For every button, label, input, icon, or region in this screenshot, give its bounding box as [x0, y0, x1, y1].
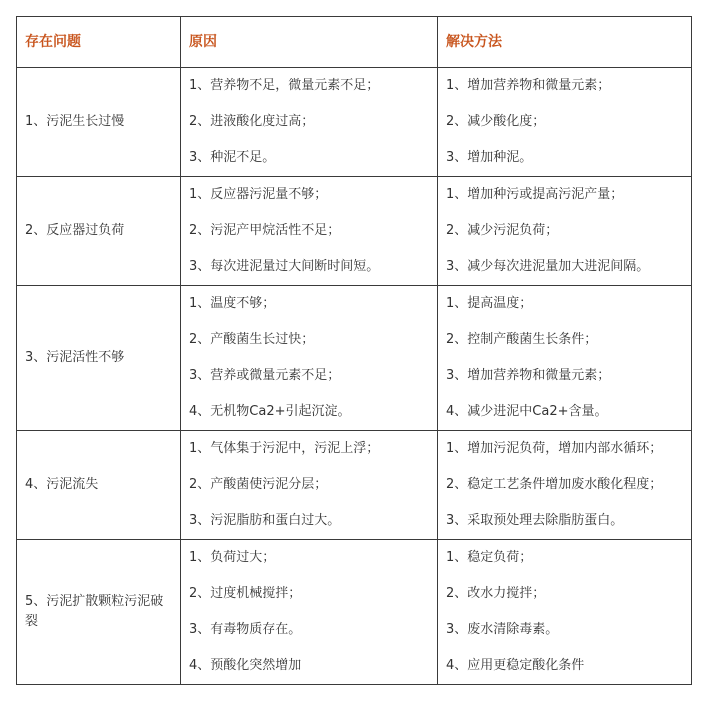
issue-cell: 4、污泥流失 [17, 431, 181, 540]
issue-cell: 3、污泥活性不够 [17, 286, 181, 431]
cause-item: 4、预酸化突然增加 [189, 658, 302, 673]
solution-cell [438, 68, 692, 177]
cause-item: 2、污泥产甲烷活性不足； [189, 223, 341, 238]
solution-cell [438, 431, 692, 540]
solution-item: 2、控制产酸菌生长条件； [446, 332, 598, 347]
cause-item: 2、产酸菌生长过快； [189, 332, 315, 347]
cause-item: 2、过度机械搅拌； [189, 586, 302, 601]
cause-item: 4、无机物Ca2+引起沉淀。 [189, 404, 351, 419]
troubleshooting-table [16, 16, 692, 685]
cause-item: 3、有毒物质存在。 [189, 622, 302, 637]
table-row [17, 68, 692, 177]
solution-item: 3、废水清除毒素。 [446, 622, 559, 637]
table-row [17, 431, 692, 540]
cause-item: 3、污泥脂肪和蛋白过大。 [189, 513, 341, 528]
cause-item: 1、气体集于污泥中，污泥上浮； [189, 441, 380, 456]
solution-item: 1、提高温度； [446, 296, 533, 311]
cause-cell [181, 540, 438, 685]
cause-item: 3、种泥不足。 [189, 150, 276, 165]
cause-item: 1、温度不够； [189, 296, 276, 311]
solution-cell [438, 177, 692, 286]
header-solution: 解决方法 [438, 17, 692, 68]
solution-item: 4、减少进泥中Ca2+含量。 [446, 404, 608, 419]
solution-item: 1、增加种污或提高污泥产量； [446, 187, 624, 202]
solution-item: 1、增加营养物和微量元素； [446, 78, 611, 93]
solution-item: 3、采取预处理去除脂肪蛋白。 [446, 513, 624, 528]
cause-cell [181, 177, 438, 286]
table-row [17, 177, 692, 286]
solution-item: 3、增加种泥。 [446, 150, 533, 165]
solution-item: 1、增加污泥负荷，增加内部水循环； [446, 441, 663, 456]
solution-item: 2、减少酸化度； [446, 114, 546, 129]
solution-item: 2、改水力搅拌； [446, 586, 546, 601]
solution-item: 3、减少每次进泥量加大进泥间隔。 [446, 259, 650, 274]
solution-cell [438, 286, 692, 431]
solution-item: 1、稳定负荷； [446, 550, 533, 565]
cause-cell [181, 286, 438, 431]
cause-cell [181, 431, 438, 540]
header-cause: 原因 [181, 17, 438, 68]
header-row [17, 17, 692, 68]
solution-item: 4、应用更稳定酸化条件 [446, 658, 585, 673]
cause-cell [181, 68, 438, 177]
table-row [17, 286, 692, 431]
cause-item: 2、进液酸化度过高； [189, 114, 315, 129]
header-issue: 存在问题 [17, 17, 181, 68]
solution-item: 3、增加营养物和微量元素； [446, 368, 611, 383]
cause-item: 1、反应器污泥量不够； [189, 187, 328, 202]
cause-item: 2、产酸菌使污泥分层； [189, 477, 328, 492]
cause-item: 3、营养或微量元素不足； [189, 368, 341, 383]
issue-cell: 2、反应器过负荷 [17, 177, 181, 286]
solution-item: 2、稳定工艺条件增加废水酸化程度； [446, 477, 663, 492]
cause-item: 1、负荷过大； [189, 550, 276, 565]
cause-item: 1、营养物不足，微量元素不足； [189, 78, 380, 93]
cause-item: 3、每次进泥量过大间断时间短。 [189, 259, 380, 274]
issue-cell: 5、污泥扩散颗粒污泥破裂 [17, 540, 181, 685]
table-row [17, 540, 692, 685]
solution-item: 2、减少污泥负荷； [446, 223, 559, 238]
solution-cell [438, 540, 692, 685]
issue-cell: 1、污泥生长过慢 [17, 68, 181, 177]
